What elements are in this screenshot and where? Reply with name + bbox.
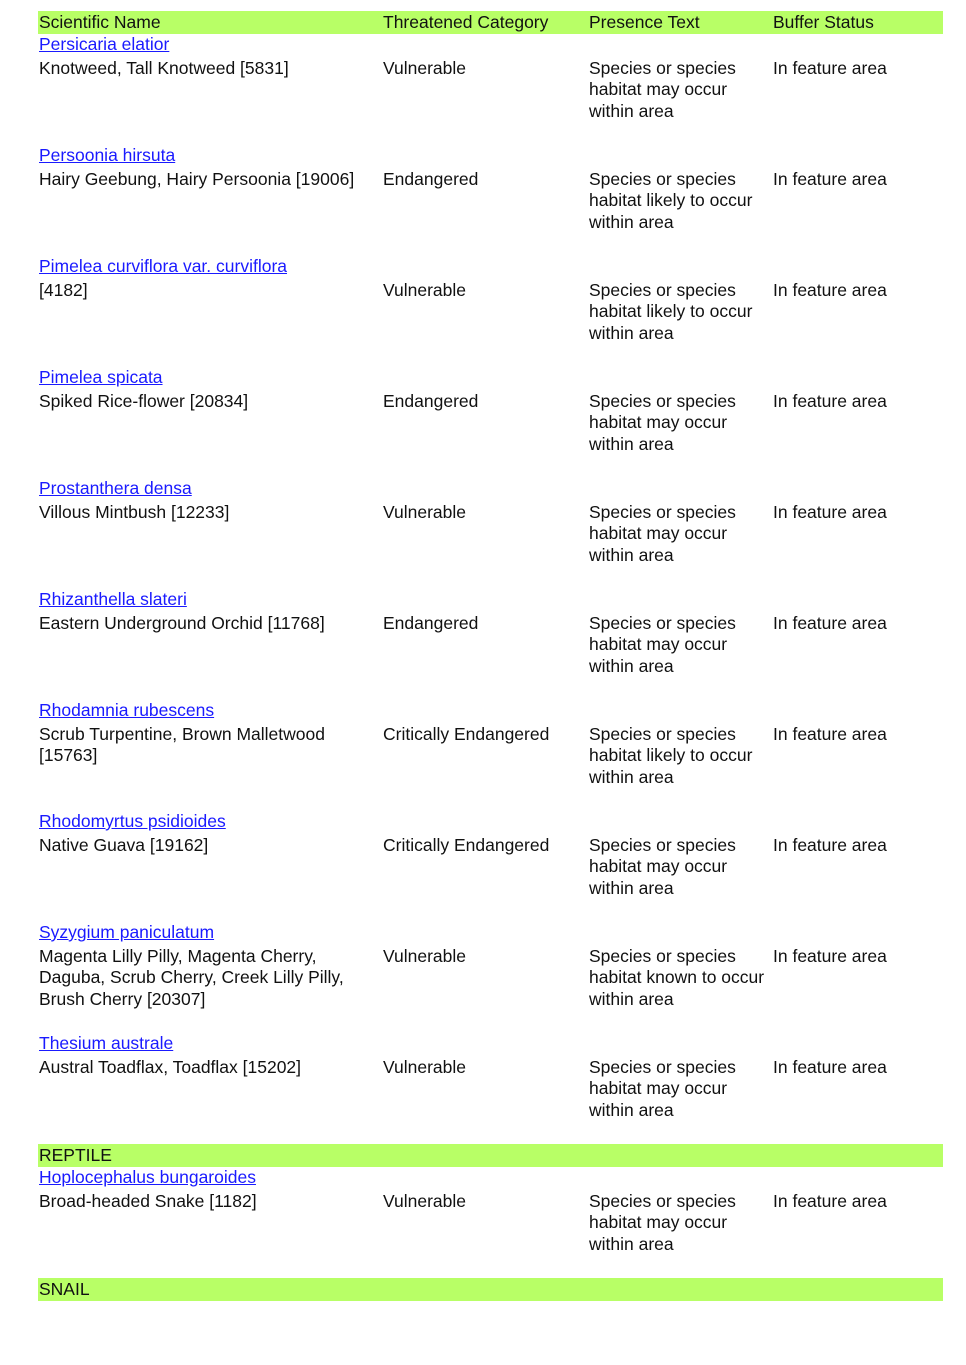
common-name: Native Guava [19162] xyxy=(39,835,209,855)
common-name: Knotweed, Tall Knotweed [5831] xyxy=(39,58,289,78)
threatened-category: Critically Endangered xyxy=(383,724,550,744)
common-name: Scrub Turpentine, Brown Malletwood [15763] xyxy=(39,724,325,766)
list-item xyxy=(38,922,943,1033)
list-item xyxy=(38,145,943,256)
presence-text: Species or species habitat may occur within area xyxy=(589,391,736,454)
scientific-name-link[interactable]: Prostanthera densa xyxy=(39,478,192,498)
buffer-status: In feature area xyxy=(773,502,887,522)
common-name: Broad-headed Snake [1182] xyxy=(39,1191,257,1211)
buffer-status: In feature area xyxy=(773,169,887,189)
presence-text: Species or species habitat may occur within area xyxy=(589,1191,736,1254)
threatened-category: Vulnerable xyxy=(383,58,467,78)
buffer-status: In feature area xyxy=(773,613,887,633)
threatened-category: Critically Endangered xyxy=(383,835,550,855)
list-item xyxy=(38,256,943,367)
threatened-category: Endangered xyxy=(383,613,479,633)
header-scientific-name: Scientific Name xyxy=(39,12,161,32)
common-name: [4182] xyxy=(39,280,88,300)
scientific-name-link[interactable]: Rhodamnia rubescens xyxy=(39,700,215,720)
presence-text: Species or species habitat known to occur within area xyxy=(589,946,765,1009)
header-presence-text: Presence Text xyxy=(589,12,700,32)
common-name: Magenta Lilly Pilly, Magenta Cherry, Daguba, Scrub Cherry, Creek Lilly Pilly, Brush Cherry [20307] xyxy=(39,946,344,1009)
presence-text: Species or species habitat likely to occur within area xyxy=(589,280,753,343)
list-item xyxy=(38,478,943,589)
buffer-status: In feature area xyxy=(773,391,887,411)
header-threatened-category: Threatened Category xyxy=(383,12,549,32)
header-buffer-status: Buffer Status xyxy=(773,12,874,32)
common-name: Spiked Rice-flower [20834] xyxy=(39,391,249,411)
scientific-name-link[interactable]: Persicaria elatior xyxy=(39,34,170,54)
threatened-category: Vulnerable xyxy=(383,1057,467,1077)
list-item xyxy=(38,34,943,145)
presence-text: Species or species habitat may occur within area xyxy=(589,58,736,121)
scientific-name-link[interactable]: Hoplocephalus bungaroides xyxy=(39,1167,256,1187)
table-header xyxy=(38,11,943,34)
scientific-name-link[interactable]: Thesium australe xyxy=(39,1033,174,1053)
presence-text: Species or species habitat likely to occur within area xyxy=(589,169,753,232)
scientific-name-link[interactable]: Rhodomyrtus psidioides xyxy=(39,811,226,831)
scientific-name-link[interactable]: Pimelea spicata xyxy=(39,367,163,387)
threatened-category: Vulnerable xyxy=(383,946,467,966)
threatened-category: Endangered xyxy=(383,391,479,411)
section-header-reptile: REPTILE xyxy=(38,1144,943,1167)
list-item xyxy=(38,589,943,700)
common-name: Eastern Underground Orchid [11768] xyxy=(39,613,325,633)
list-item xyxy=(38,811,943,922)
list-item xyxy=(38,700,943,811)
threatened-category: Endangered xyxy=(383,169,479,189)
buffer-status: In feature area xyxy=(773,724,887,744)
common-name: Austral Toadflax, Toadflax [15202] xyxy=(39,1057,302,1077)
buffer-status: In feature area xyxy=(773,835,887,855)
buffer-status: In feature area xyxy=(773,946,887,966)
presence-text: Species or species habitat likely to occur within area xyxy=(589,724,753,787)
common-name: Villous Mintbush [12233] xyxy=(39,502,230,522)
scientific-name-link[interactable]: Rhizanthella slateri xyxy=(39,589,187,609)
threatened-category: Vulnerable xyxy=(383,502,467,522)
plant-records xyxy=(38,34,943,1144)
threatened-category: Vulnerable xyxy=(383,1191,467,1211)
scientific-name-link[interactable]: Pimelea curviflora var. curviflora xyxy=(39,256,287,276)
list-item xyxy=(38,1033,943,1144)
presence-text: Species or species habitat may occur within area xyxy=(589,1057,736,1120)
list-item xyxy=(38,1167,943,1278)
buffer-status: In feature area xyxy=(773,1057,887,1077)
presence-text: Species or species habitat may occur within area xyxy=(589,835,736,898)
section-header-snail: SNAIL xyxy=(38,1278,943,1301)
presence-text: Species or species habitat may occur within area xyxy=(589,613,736,676)
buffer-status: In feature area xyxy=(773,58,887,78)
buffer-status: In feature area xyxy=(773,280,887,300)
common-name: Hairy Geebung, Hairy Persoonia [19006] xyxy=(39,169,355,189)
scientific-name-link[interactable]: Syzygium paniculatum xyxy=(39,922,215,942)
species-table xyxy=(38,11,943,1301)
presence-text: Species or species habitat may occur within area xyxy=(589,502,736,565)
scientific-name-link[interactable]: Persoonia hirsuta xyxy=(39,145,176,165)
reptile-records xyxy=(38,1167,943,1278)
buffer-status: In feature area xyxy=(773,1191,887,1211)
list-item xyxy=(38,367,943,478)
threatened-category: Vulnerable xyxy=(383,280,467,300)
